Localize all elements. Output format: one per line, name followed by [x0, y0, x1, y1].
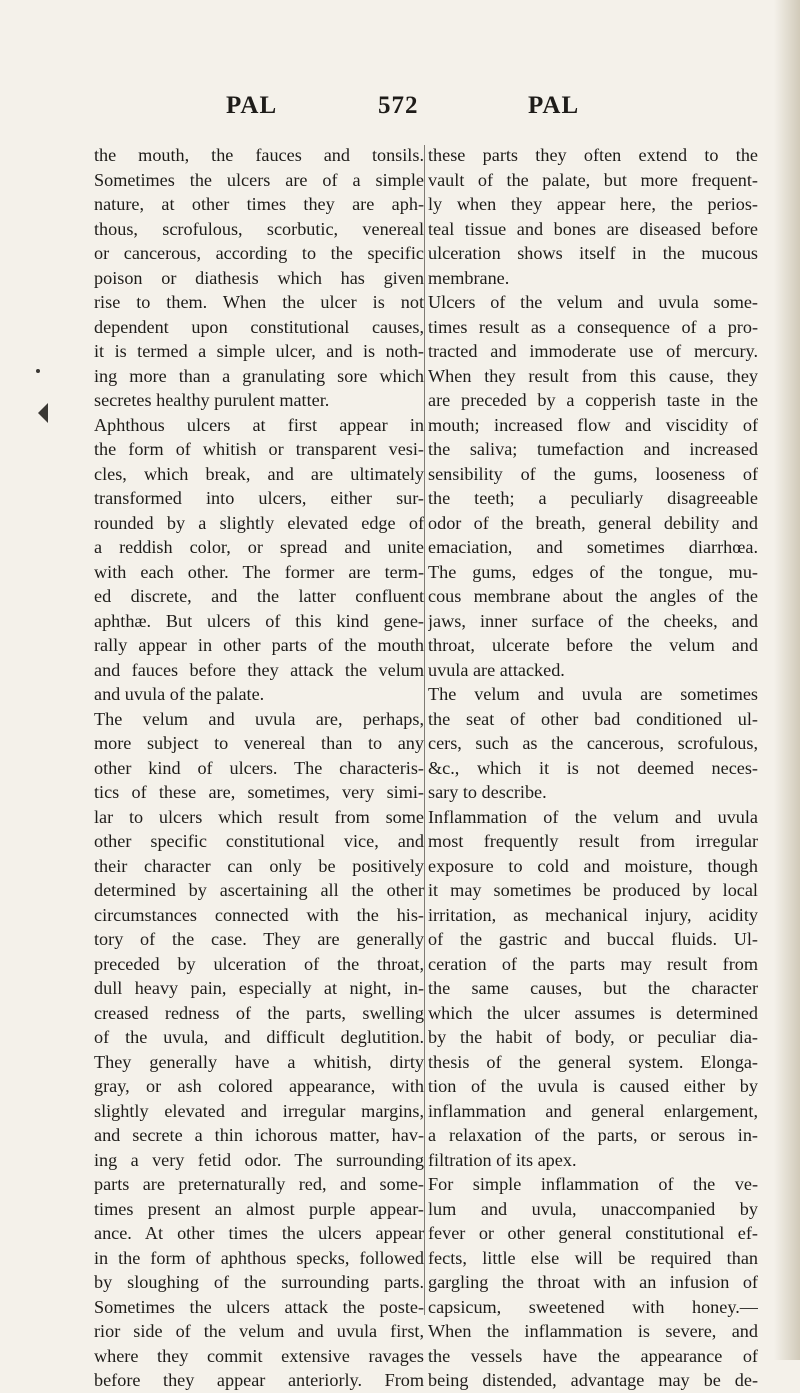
- text-line: where they commit extensive ravages: [94, 1345, 424, 1366]
- text-line: For simple inflammation of the ve-: [428, 1174, 758, 1194]
- text-line: the same causes, but the character: [428, 978, 758, 998]
- text-line: in the form of aphthous specks, followed: [94, 1247, 424, 1268]
- text-line: before they appear anteriorly. From: [94, 1370, 424, 1390]
- text-line: mouth; increased flow and viscidity of: [428, 414, 758, 435]
- text-line: and secrete a thin ichorous matter, hav-: [94, 1125, 424, 1145]
- text-line: cles, which break, and are ultimately: [94, 463, 424, 484]
- text-line: thesis of the general system. Elonga-: [428, 1051, 758, 1072]
- text-line: ceration of the parts may result from: [428, 953, 758, 974]
- text-line: When they result from this cause, they: [428, 365, 758, 386]
- text-line: other kind of ulcers. The characteris-: [94, 757, 424, 778]
- text-line: and uvula of the palate.: [94, 684, 265, 704]
- text-line: of the gastric and buccal fluids. Ul-: [428, 929, 758, 949]
- text-line: parts are preternaturally red, and some-: [94, 1174, 424, 1194]
- text-line: a reddish color, or spread and unite: [94, 537, 424, 557]
- text-line: Sometimes the ulcers attack the poste-: [94, 1296, 424, 1317]
- text-line: preceded by ulceration of the throat,: [94, 953, 424, 974]
- text-line: &c., which it is not deemed neces-: [428, 757, 758, 778]
- text-line: When the inflammation is severe, and: [428, 1321, 758, 1341]
- header-left-keyword: PAL: [226, 92, 278, 119]
- text-line: more subject to venereal than to any: [94, 733, 424, 753]
- text-line: being distended, advantage may be de-: [428, 1370, 758, 1390]
- text-line: by sloughing of the surrounding parts.: [94, 1272, 424, 1292]
- text-line: They generally have a whitish, dirty: [94, 1051, 424, 1072]
- text-line: with each other. The former are term-: [94, 561, 424, 582]
- text-line: the teeth; a peculiarly disagreeable: [428, 488, 758, 508]
- text-line: Aphthous ulcers at first appear in: [94, 414, 424, 435]
- text-line: Inflammation of the velum and uvula: [428, 806, 758, 827]
- text-line: determined by ascertaining all the other: [94, 880, 424, 900]
- right-text-column: [428, 143, 758, 1393]
- text-line: sensibility of the gums, looseness of: [428, 463, 758, 484]
- text-line: the mouth, the fauces and tonsils.: [94, 145, 424, 165]
- text-line: and fauces before they attack the velum: [94, 659, 424, 680]
- text-line: dull heavy pain, especially at night, in-: [94, 978, 424, 998]
- text-line: throat, ulcerate before the velum and: [428, 635, 758, 655]
- text-line: times present an almost purple appear-: [94, 1198, 424, 1219]
- text-line: inflammation and general enlargement,: [428, 1100, 758, 1121]
- text-line: fects, little else will be required than: [428, 1247, 758, 1268]
- text-line: the seat of other bad conditioned ul-: [428, 708, 758, 729]
- left-text-column: [94, 143, 424, 1393]
- text-line: tracted and immoderate use of mercury.: [428, 341, 758, 361]
- text-line: rior side of the velum and uvula first,: [94, 1321, 424, 1341]
- text-line: lum and uvula, unaccompanied by: [428, 1198, 758, 1219]
- text-line: their character can only be positively: [94, 855, 424, 876]
- text-line: transformed into ulcers, either sur-: [94, 488, 424, 508]
- text-line: rise to them. When the ulcer is not: [94, 292, 424, 312]
- text-line: these parts they often extend to the: [428, 145, 758, 165]
- text-line: a relaxation of the parts, or serous in-: [428, 1125, 758, 1145]
- text-line: tics of these are, sometimes, very simi-: [94, 782, 424, 802]
- text-line: Sometimes the ulcers are of a simple: [94, 169, 424, 190]
- text-line: emaciation, and sometimes diarrhœa.: [428, 537, 758, 557]
- page-number: 572: [378, 92, 419, 119]
- column-divider: [424, 145, 425, 1315]
- text-line: ed discrete, and the latter confluent: [94, 586, 424, 606]
- text-line: thous, scrofulous, scorbutic, venereal: [94, 218, 424, 239]
- text-line: gargling the throat with an infusion of: [428, 1272, 758, 1292]
- text-line: dependent upon constitutional causes,: [94, 316, 424, 337]
- text-line: capsicum, sweetened with honey.—: [428, 1296, 758, 1317]
- text-line: The gums, edges of the tongue, mu-: [428, 561, 758, 582]
- text-line: vault of the palate, but more frequent-: [428, 169, 758, 190]
- text-line: circumstances connected with the his-: [94, 904, 424, 925]
- text-line: the vessels have the appearance of: [428, 1345, 758, 1366]
- text-line: are preceded by a copperish taste in the: [428, 390, 758, 410]
- text-line: cous membrane about the angles of the: [428, 586, 758, 606]
- margin-mark: [38, 403, 48, 423]
- header-right-keyword: PAL: [528, 92, 580, 119]
- text-line: jaws, inner surface of the cheeks, and: [428, 610, 758, 631]
- text-line: exposure to cold and moisture, though: [428, 855, 758, 876]
- text-line: uvula are attacked.: [428, 659, 565, 680]
- text-line: irritation, as mechanical injury, acidity: [428, 904, 758, 925]
- text-line: odor of the breath, general debility and: [428, 512, 758, 533]
- text-line: tory of the case. They are generally: [94, 929, 424, 949]
- text-line: poison or diathesis which has given: [94, 267, 424, 288]
- text-line: fever or other general constitutional ef-: [428, 1223, 758, 1243]
- text-line: ing more than a granulating sore which: [94, 365, 424, 386]
- text-line: creased redness of the parts, swelling: [94, 1002, 424, 1023]
- text-line: ing a very fetid odor. The surrounding: [94, 1149, 424, 1170]
- text-line: cers, such as the cancerous, scrofulous,: [428, 733, 758, 753]
- text-line: nature, at other times they are aph-: [94, 194, 424, 214]
- text-line: filtration of its apex.: [428, 1149, 577, 1170]
- text-line: rally appear in other parts of the mouth: [94, 635, 424, 655]
- page-edge-shadow: [774, 0, 800, 1360]
- text-line: Ulcers of the velum and uvula some-: [428, 292, 758, 312]
- text-line: by the habit of body, or peculiar dia-: [428, 1027, 758, 1047]
- text-line: ulceration shows itself in the mucous: [428, 243, 758, 263]
- text-line: sary to describe.: [428, 782, 547, 802]
- text-line: the saliva; tumefaction and increased: [428, 439, 758, 459]
- text-line: of the uvula, and difficult deglutition.: [94, 1027, 424, 1047]
- text-line: most frequently result from irregular: [428, 831, 758, 851]
- text-line: it may sometimes be produced by local: [428, 880, 758, 900]
- text-line: times result as a consequence of a pro-: [428, 316, 758, 337]
- text-line: teal tissue and bones are diseased before: [428, 218, 758, 239]
- text-line: membrane.: [428, 267, 510, 288]
- text-line: tion of the uvula is caused either by: [428, 1076, 758, 1096]
- text-line: aphthæ. But ulcers of this kind gene-: [94, 610, 424, 631]
- text-line: it is termed a simple ulcer, and is noth-: [94, 341, 424, 361]
- text-line: rounded by a slightly elevated edge of: [94, 512, 424, 533]
- text-line: ly when they appear here, the perios-: [428, 194, 758, 214]
- text-line: lar to ulcers which result from some: [94, 806, 424, 827]
- margin-speck: [36, 369, 40, 373]
- text-line: other specific constitutional vice, and: [94, 831, 424, 851]
- running-header: [0, 92, 800, 122]
- text-line: the form of whitish or transparent vesi-: [94, 439, 424, 459]
- text-line: which the ulcer assumes is determined: [428, 1002, 758, 1023]
- text-line: slightly elevated and irregular margins,: [94, 1100, 424, 1121]
- text-line: secretes healthy purulent matter.: [94, 390, 330, 410]
- text-line: The velum and uvula are, perhaps,: [94, 708, 424, 729]
- text-line: The velum and uvula are sometimes: [428, 684, 758, 704]
- text-line: ance. At other times the ulcers appear: [94, 1223, 424, 1243]
- text-line: or cancerous, according to the specific: [94, 243, 424, 263]
- text-line: gray, or ash colored appearance, with: [94, 1076, 424, 1096]
